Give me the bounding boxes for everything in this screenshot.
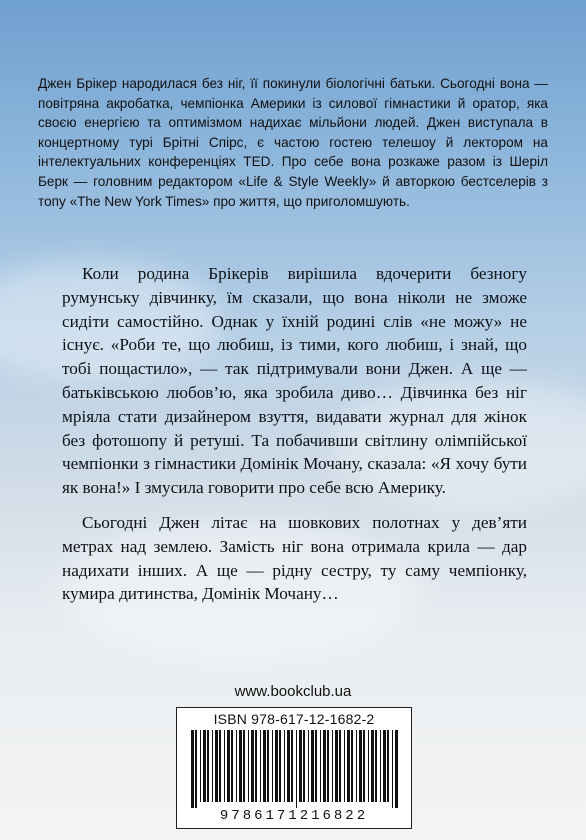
barcode-bar — [311, 730, 314, 802]
barcode-bar — [323, 730, 326, 802]
barcode-bar — [227, 730, 230, 802]
barcode-bar — [224, 730, 225, 802]
barcode-bar — [332, 730, 333, 802]
barcode-bar — [284, 730, 285, 802]
barcode-bar — [347, 730, 350, 802]
barcode-bar — [279, 730, 281, 802]
description-paragraph-2: Сьогодні Джен літає на шовкових полотнах у дев’яти метрах над землею. Замість ніг вона отримала крила — дар надихати інших. А ще — рідну сестру, ту саму чемпіонку, кумира дитинства, Домінік Мочану… — [62, 512, 527, 604]
barcode-bar — [239, 730, 242, 802]
barcode-bar — [375, 730, 377, 802]
barcode-bar — [335, 730, 338, 802]
barcode-bar — [303, 730, 305, 802]
barcode-bar — [359, 730, 362, 802]
barcode-bar — [287, 730, 290, 802]
barcode-bar — [299, 730, 302, 802]
barcode-bar — [219, 730, 221, 802]
barcode-bar — [231, 730, 233, 802]
barcode-bar — [275, 730, 278, 802]
barcode-bar — [255, 730, 257, 802]
barcode-bar — [248, 730, 249, 802]
barcode-bar — [291, 730, 293, 802]
isbn-label: ISBN 978-617-12-1682-2 — [213, 711, 375, 727]
barcode-bar — [351, 730, 353, 802]
barcode-bar — [387, 730, 389, 802]
barcode-bar — [251, 730, 254, 802]
barcode-bar — [195, 730, 197, 808]
barcode-panel — [176, 707, 412, 829]
barcode-bar — [344, 730, 345, 802]
barcode-bar — [315, 730, 317, 802]
barcode-bars — [189, 730, 401, 808]
barcode-bar — [260, 730, 261, 802]
barcode-bar — [212, 730, 213, 802]
barcode-bar — [263, 730, 266, 802]
description-paragraph-1: Коли родина Брікерів вирішила вдочерити безногу румунську дівчинку, їм сказали, що вона ніколи не зможе сидіти самостійно. Однак у їхній родині слів «не можу» не існує. «Роби те, що любиш, із тими, кого любиш, і знай, що тобі пощастило», — так підтримували вони Джен. А ще — батьківською любов’ю, яка зробила диво… Дівчинка без ніг мріяла стати дизайнером взуття, видавати журнал для жінок без фотошопу й ретуші. Та побачивши світлину олімпійської чемпіонки з гімнастики Домінік Мочану, сказала: «Я хочу бути як вона!» І змусила говорити про себе всю Америку. — [62, 264, 527, 498]
barcode-bar — [339, 730, 341, 802]
publisher-website[interactable]: www.bookclub.ua — [234, 683, 352, 700]
barcode-bar — [203, 730, 206, 802]
barcode-bar — [215, 730, 218, 802]
barcode-bar — [380, 730, 381, 802]
barcode-bar — [243, 730, 245, 802]
barcode-bar — [200, 730, 201, 802]
barcode-bar — [327, 730, 329, 802]
barcode-bar — [272, 730, 273, 802]
author-blurb: Джен Брікер народилася без ніг, її покинули біологічні батьки. Сьогодні вона — повітряна акробатка, чемпіонка Америки із силової гімнастики й оратор, яка своєю енергією та оптимізмом надихає мільйони людей. Джен виступала в концертному турі Брітні Спірс, є частою гостею телешоу й лектором на інтелектуальних конференціях TED. Про себе вона розкаже разом із Шеріл Берк — головним редактором «Life & Style Weekly» й авторкою бестселерів з топу «The New York Times» про життя, що приголомшують. — [38, 76, 548, 209]
barcode-bar — [320, 730, 321, 802]
barcode-bar — [371, 730, 374, 802]
barcode-bar — [356, 730, 357, 802]
barcode-digits: 9786171216822 — [219, 808, 369, 824]
barcode-bar — [236, 730, 237, 802]
barcode-bar — [368, 730, 369, 802]
barcode-bar — [191, 730, 194, 808]
barcode-bar — [395, 730, 398, 808]
barcode-bar — [363, 730, 365, 802]
barcode-bar — [308, 730, 309, 802]
barcode-bar — [296, 730, 297, 808]
book-description — [62, 262, 527, 606]
barcode-bar — [267, 730, 269, 802]
barcode-bar — [392, 730, 393, 808]
barcode-bar — [207, 730, 209, 802]
barcode-bar — [383, 730, 386, 802]
